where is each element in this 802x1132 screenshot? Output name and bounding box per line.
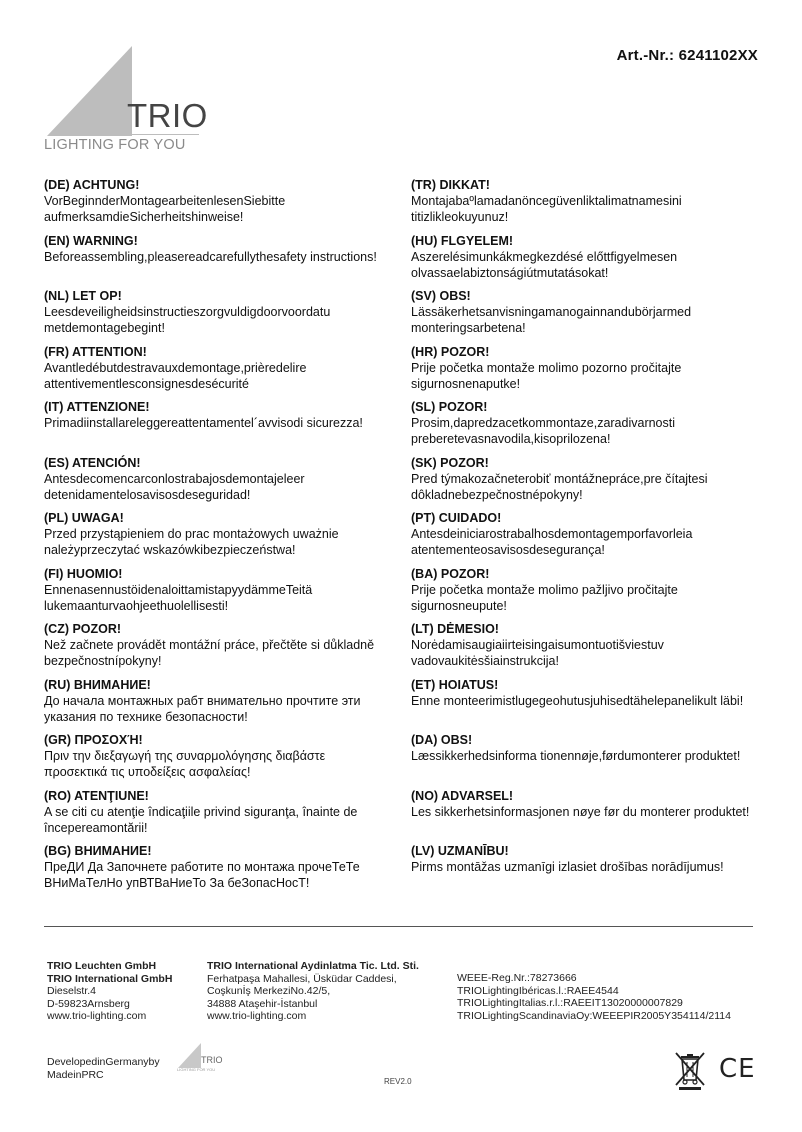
warning-title: (BA) POZOR! xyxy=(411,566,490,581)
weee-crossed-bin-icon xyxy=(673,1051,707,1091)
warning-title: (BG) ВНИМАНИЕ! xyxy=(44,844,152,858)
ce-mark-icon xyxy=(719,1054,756,1084)
warning-text: Primadiinstallareleggereattentamentel´avvisodi sicurezza! xyxy=(44,416,363,430)
logo-tagline: LIGHTING FOR YOU xyxy=(44,137,186,153)
warning-text: Leesdeveiligheidsinstructieszorgvuldigdoorvoordatu metdemontagebegint! xyxy=(44,305,331,335)
warning-block xyxy=(411,177,756,233)
street: Ferhatpaşa Mahallesi, Üsküdar Caddesi, xyxy=(207,972,397,985)
weee-line: WEEE-Reg.Nr.:78273666 xyxy=(457,972,577,984)
warning-block xyxy=(411,288,756,344)
website: www.trio-lighting.com xyxy=(47,1010,147,1022)
warning-block xyxy=(411,843,756,899)
warning-title: (FR) ATTENTION! xyxy=(44,344,147,359)
warning-title: (DE) ACHTUNG! xyxy=(44,178,140,192)
warning-title: (PT) CUIDADO! xyxy=(411,511,502,525)
weee-line: TRIOLightingIbéricas.l.:RAEE4544 xyxy=(457,984,619,997)
warning-block xyxy=(44,288,389,344)
warning-text: Beforeassembling,pleasereadcarefullythesafety instructions! xyxy=(44,249,377,264)
warning-block xyxy=(44,455,389,511)
warning-text: Πριν την διεξαγωγή της συναρμολόγησης διαβάστε προσεκτικά τις υποδείξεις ασφαλείας! xyxy=(44,749,326,779)
address-trio-germany xyxy=(47,960,172,1023)
trio-logo xyxy=(44,44,224,156)
warning-title: (RO) ATENŢIUNE! xyxy=(44,788,149,803)
warning-title: (CZ) POZOR! xyxy=(44,622,122,636)
warning-block xyxy=(44,344,389,400)
warnings-left-column xyxy=(44,177,389,899)
warning-title: (SV) OBS! xyxy=(411,289,471,303)
company-name: TRIO International Aydinlatma Tic. Ltd. Sti. xyxy=(207,960,419,972)
warning-text: Lässäkerhetsanvisningamanogainnandubörjarmed monteringsarbetena! xyxy=(411,305,692,335)
warning-text: Læssikkerhedsinforma tionennøje,førdumonterer produktet! xyxy=(411,749,741,763)
warning-title: (PL) UWAGA! xyxy=(44,511,124,525)
warning-title: (HU) FLGYELEM! xyxy=(411,233,514,248)
warning-title: (SK) POZOR! xyxy=(411,455,489,470)
warning-block xyxy=(44,732,389,788)
warning-title: (ET) HOIATUS! xyxy=(411,677,499,692)
warning-title: (LT) DĖMESIO! xyxy=(411,622,499,636)
warning-text: Aszerelésimunkákmegkezdésé előttfigyelmesen olvassaelabiztonságiútmutatásokat! xyxy=(411,249,678,280)
warning-block xyxy=(44,788,389,844)
warning-text: EnnenasennustöidenaloittamistapyydämmeTeitä lukemaanturvaohjeethuolellisesti! xyxy=(44,582,313,613)
warning-text: ПреДИ Да Започнете работите по монтажа прочеТеТе ВНиМаТелНо упВТВаНиеТо За беЗопасНосТ! xyxy=(44,860,360,890)
warning-title: (HR) POZOR! xyxy=(411,344,490,359)
weee-line: TRIOLightingScandinaviaOy:WEEEPIR2005Y354114/2114 xyxy=(457,1009,731,1022)
warning-title: (SL) POZOR! xyxy=(411,400,488,414)
warning-title: (LV) UZMANĪBU! xyxy=(411,844,509,858)
warning-text: Pred týmakozačneterobiť montážnepráce,pre čítajtesi dôkladnebezpečnostnépokyny! xyxy=(411,471,708,502)
warning-title: (DA) OBS! xyxy=(411,733,473,747)
warning-text: Prije početka montaže molimo pozorno pročitajte sigurnosnenaputke! xyxy=(411,360,682,391)
warning-block xyxy=(411,510,756,566)
warning-text: Enne monteerimistlugegeohutusjuhisedtähelepanelikult läbi! xyxy=(411,693,744,708)
street-detail: Coşkunİş MerkeziNo.42/5, xyxy=(207,985,331,997)
warning-text: Les sikkerhetsinformasjonen nøye før du monterer produktet! xyxy=(411,804,750,819)
warning-title: (NL) LET OP! xyxy=(44,289,122,303)
warning-block xyxy=(411,677,756,733)
trio-mini-logo xyxy=(177,1042,227,1074)
logo-wordmark: TRIO xyxy=(127,97,208,134)
company-name: TRIO International GmbH xyxy=(47,972,173,985)
warning-block xyxy=(44,233,389,289)
warning-text: Než začnete provádět montážní práce, přečtěte si důkladně bezpečnostnípokyny! xyxy=(44,638,375,668)
warning-text: Norėdamisaugiaiirteisingaisumontuotišviestuv vadovaukitėsšiainstrukcija! xyxy=(411,638,664,668)
warning-text: Avantledébutdestravauxdemontage,prièredelire attentivementlesconsignesdesécurité xyxy=(44,360,307,391)
warning-title: (RU) ВНИМАНИЕ! xyxy=(44,677,151,692)
company-name: TRIO Leuchten GmbH xyxy=(47,960,157,972)
made-in: MadeinPRC xyxy=(47,1068,104,1081)
warning-block xyxy=(44,843,389,899)
footer-divider xyxy=(44,926,753,927)
weee-line: TRIOLightingItalias.r.l.:RAEEIT13020000007829 xyxy=(457,997,683,1009)
warning-block xyxy=(411,566,756,622)
city: D-59823Arnsberg xyxy=(47,997,130,1010)
warning-block xyxy=(44,621,389,677)
warnings-right-column xyxy=(411,177,756,899)
warning-text: A se citi cu atenţie îndicaţiile privind siguranţa, înainte de începereamontării! xyxy=(44,804,358,835)
weee-registrations xyxy=(457,972,731,1022)
warning-title: (EN) WARNING! xyxy=(44,233,138,248)
warning-text: До начала монтажных рабт внимательно прочтите эти указания по технике безопасности! xyxy=(44,693,361,724)
warning-block xyxy=(411,455,756,511)
warning-block xyxy=(44,399,389,455)
warning-block xyxy=(411,233,756,289)
warning-text: Prosim,dapredzacetkommontaze,zaradivarnosti preberetevasnavodila,kisoprilozena! xyxy=(411,416,676,446)
revision-label: REV2.0 xyxy=(384,1077,412,1086)
warning-text: Antesdeiniciarostrabalhosdemontagemporfavorleia atentementeosavisosdesegurança! xyxy=(411,527,693,557)
warning-text: Montajabaºlamadanöncegüvenliktalimatnamesini titizlikleokuyunuz! xyxy=(411,194,682,224)
warning-block xyxy=(411,621,756,677)
warning-title: (IT) ATTENZIONE! xyxy=(44,400,150,414)
warning-block xyxy=(411,788,756,844)
mini-logo-tagline: LIGHTING FOR YOU xyxy=(177,1067,216,1072)
ce-mark-text: CE xyxy=(719,1054,756,1084)
warning-text: Antesdecomencarconlostrabajosdemontajeleer detenidamentelosavisosdeseguridad! xyxy=(44,471,305,502)
warning-text: Prije početka montaže molimo pažljivo pročitajte sigurnosneupute! xyxy=(411,582,678,613)
website: www.trio-lighting.com xyxy=(207,1010,307,1022)
warning-text: Pirms montāžas uzmanīgi izlasiet drošības norādījumus! xyxy=(411,860,724,874)
warning-block xyxy=(411,732,756,788)
warning-block xyxy=(44,677,389,733)
warning-block xyxy=(44,566,389,622)
address-trio-turkey xyxy=(207,960,419,1023)
art-number: Art.-Nr.: 6241102XX xyxy=(616,47,758,64)
warning-block xyxy=(44,177,389,233)
developed-in: DevelopedinGermanyby xyxy=(47,1056,160,1068)
warning-title: (ES) ATENCIÓN! xyxy=(44,455,141,470)
warning-text: VorBeginnderMontagearbeitenlesenSiebitte aufmerksamdieSicherheitshinweise! xyxy=(44,194,286,224)
warning-title: (FI) HUOMIO! xyxy=(44,566,123,581)
warning-text: Przed przystąpieniem do prac montażowych uważnie należyprzeczytać wskazówkibezpieczeństwa! xyxy=(44,527,339,557)
warning-block xyxy=(411,399,756,455)
warning-title: (TR) DIKKAT! xyxy=(411,178,490,192)
mini-logo-wordmark: TRIO xyxy=(201,1055,223,1065)
origin-info xyxy=(47,1056,160,1081)
city: 34888 Ataşehir-İstanbul xyxy=(207,997,318,1010)
warning-title: (NO) ADVARSEL! xyxy=(411,788,514,803)
street: Dieselstr.4 xyxy=(47,985,97,997)
warning-block xyxy=(44,510,389,566)
warning-block xyxy=(411,344,756,400)
warning-title: (GR) ΠΡΟΣΟΧΉ! xyxy=(44,733,143,747)
